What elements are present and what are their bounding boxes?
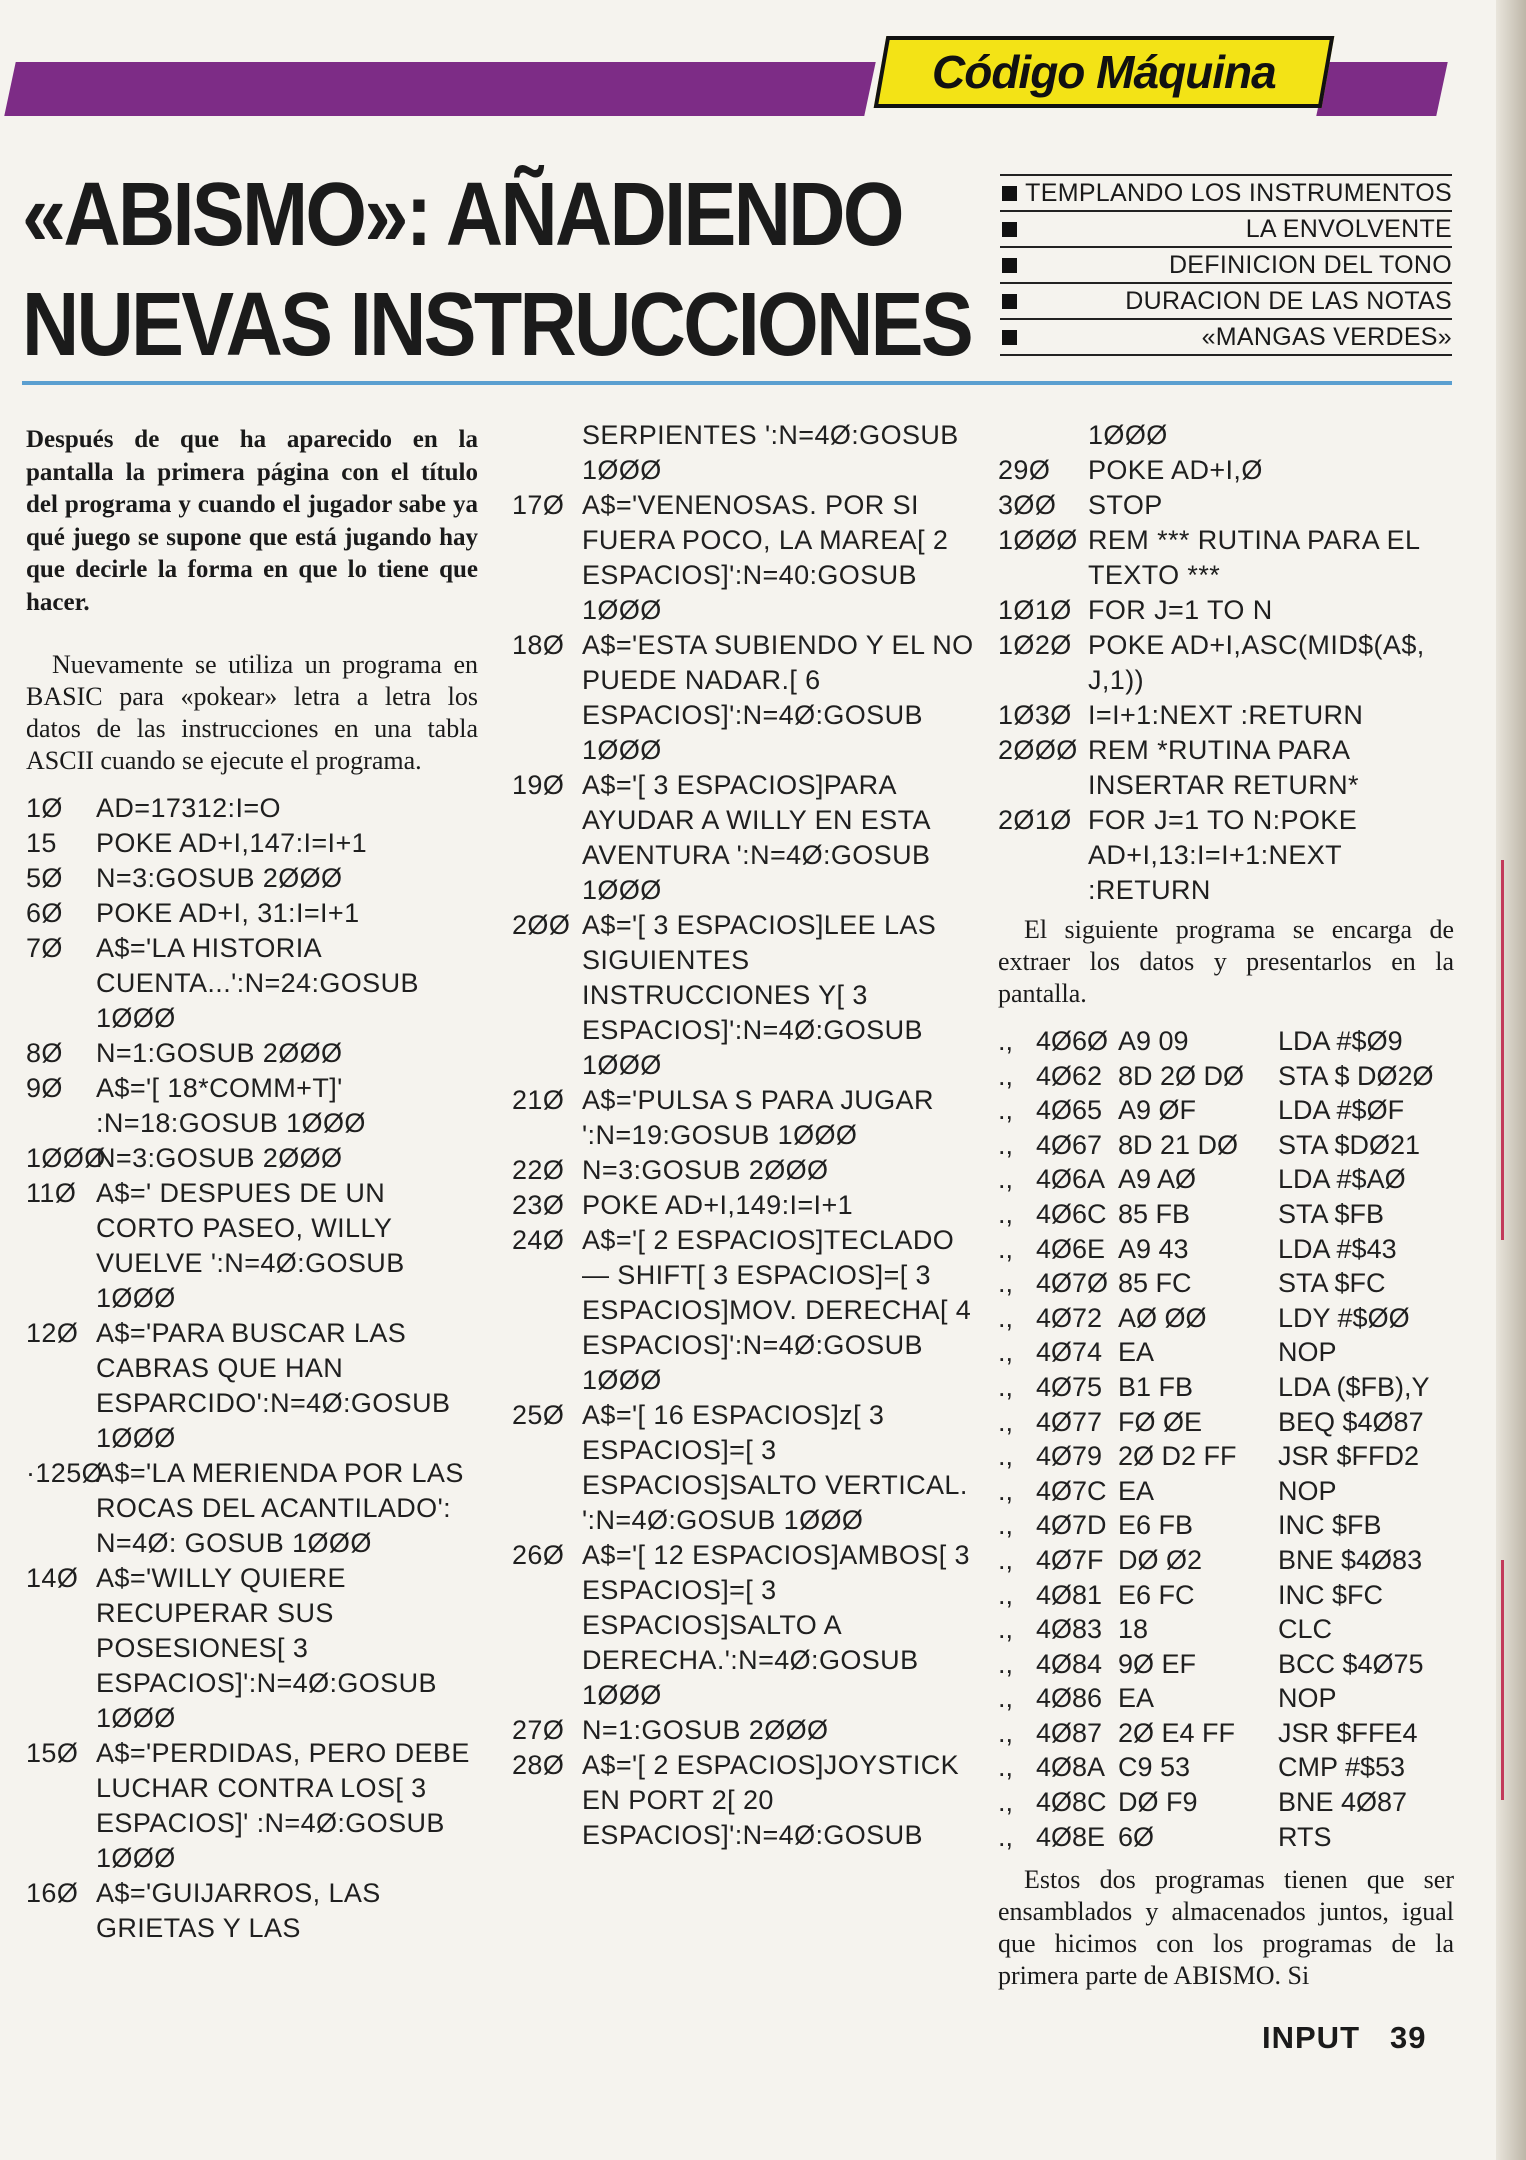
asm-prompt: ., — [998, 1717, 1014, 1748]
asm-instruction: BNE 4Ø87 — [1278, 1787, 1408, 1818]
asm-line — [998, 1578, 1454, 1613]
asm-address: 4Ø83 — [1036, 1614, 1103, 1645]
code-line — [998, 698, 1454, 733]
basic-listing — [998, 418, 1454, 908]
asm-bytes: EA — [1118, 1475, 1155, 1506]
code-text: A$='[ 2 ESPACIOS]JOYSTICK EN PORT 2[ 20 ESPACIOS]':N=4Ø:GOSUB — [582, 1750, 967, 1850]
line-number: 2ØØ — [512, 910, 571, 940]
code-line — [512, 1223, 980, 1398]
asm-instruction: CMP #$53 — [1278, 1752, 1406, 1783]
asm-instruction: NOP — [1278, 1475, 1337, 1506]
code-text: N=3:GOSUB 2ØØØ — [96, 1143, 343, 1173]
code-line — [512, 1153, 974, 1188]
asm-address: 4Ø67 — [1036, 1129, 1103, 1160]
code-text: A$='[ 3 ESPACIOS]PARA AYUDAR A WILLY EN ESTA AVENTURA ':N=4Ø:GOSUB 1ØØØ — [582, 770, 939, 905]
code-text: 1ØØØ — [1088, 420, 1168, 450]
asm-prompt: ., — [998, 1164, 1014, 1195]
topic-item — [1000, 212, 1452, 248]
asm-instruction: RTS — [1278, 1821, 1332, 1852]
asm-line — [998, 1474, 1454, 1509]
line-number: 1Ø3Ø — [998, 700, 1072, 730]
asm-instruction: CLC — [1278, 1614, 1333, 1645]
line-number: 12Ø — [26, 1318, 79, 1348]
asm-instruction: STA $ DØ2Ø — [1278, 1060, 1434, 1091]
code-line — [26, 826, 478, 861]
asm-line — [998, 1647, 1454, 1682]
asm-bytes: EA — [1118, 1683, 1155, 1714]
asm-bytes: A9 09 — [1118, 1026, 1189, 1056]
code-line — [512, 488, 974, 628]
asm-bytes: A9 AØ — [1118, 1164, 1197, 1195]
asm-address: 4Ø86 — [1036, 1683, 1103, 1714]
asm-line — [998, 1162, 1454, 1197]
topic-label: DURACION DE LAS NOTAS — [1125, 286, 1452, 315]
asm-bytes: C9 53 — [1118, 1752, 1191, 1783]
line-number: 15Ø — [26, 1738, 79, 1768]
topic-item — [1000, 284, 1452, 320]
line-number: 1Ø — [26, 793, 63, 823]
square-bullet-icon — [1002, 330, 1017, 345]
asm-bytes: 18 — [1118, 1614, 1149, 1645]
code-line — [998, 733, 1454, 803]
code-text: REM *** RUTINA PARA EL TEXTO *** — [1088, 525, 1427, 590]
asm-prompt: ., — [998, 1026, 1014, 1056]
code-text: A$='PULSA S PARA JUGAR ':N=19:GOSUB 1ØØØ — [582, 1085, 942, 1150]
asm-address: 4Ø72 — [1036, 1302, 1103, 1333]
line-number: 1ØØØ — [998, 525, 1078, 555]
asm-line — [998, 1059, 1454, 1094]
asm-address: 4Ø81 — [1036, 1579, 1103, 1610]
code-text: POKE AD+I,Ø — [1088, 455, 1263, 485]
topic-label: DEFINICION DEL TONO — [1168, 250, 1452, 279]
asm-instruction: BEQ $4Ø87 — [1278, 1406, 1424, 1437]
asm-instruction: LDA #$43 — [1278, 1233, 1397, 1264]
code-line — [998, 593, 1454, 628]
asm-bytes: AØ ØØ — [1118, 1302, 1207, 1333]
topic-item — [1000, 248, 1452, 284]
asm-address: 4Ø87 — [1036, 1717, 1103, 1748]
code-line — [26, 1141, 478, 1176]
code-text: SERPIENTES ':N=4Ø:GOSUB 1ØØØ — [582, 420, 967, 485]
asm-prompt: ., — [998, 1614, 1014, 1645]
asm-prompt: ., — [998, 1337, 1014, 1368]
asm-prompt: ., — [998, 1441, 1014, 1472]
code-line — [26, 1036, 478, 1071]
code-text: N=3:GOSUB 2ØØØ — [582, 1155, 829, 1185]
asm-address: 4Ø7C — [1036, 1475, 1107, 1506]
asm-bytes: DØ F9 — [1118, 1787, 1198, 1818]
asm-line — [998, 1197, 1454, 1232]
line-number — [998, 418, 1088, 453]
code-line — [998, 803, 1454, 908]
line-number: 22Ø — [512, 1155, 565, 1185]
column-1 — [26, 418, 478, 1946]
asm-prompt: ., — [998, 1406, 1014, 1437]
line-number: 29Ø — [998, 455, 1051, 485]
asm-address: 4Ø7Ø — [1036, 1268, 1109, 1299]
asm-bytes: 6Ø — [1118, 1821, 1155, 1852]
code-line — [512, 1188, 974, 1223]
asm-prompt: ., — [998, 1233, 1014, 1264]
asm-line — [998, 1681, 1454, 1716]
asm-instruction: LDA ($FB),Y — [1278, 1371, 1430, 1402]
line-number: 1ØØØ — [26, 1143, 106, 1173]
asm-line — [998, 1785, 1454, 1820]
asm-line — [998, 1716, 1454, 1751]
code-text: A$='WILLY QUIERE RECUPERAR SUS POSESIONES[ 3 ESPACIOS]':N=4Ø:GOSUB 1ØØØ — [96, 1563, 445, 1733]
asm-address: 4Ø8C — [1036, 1787, 1107, 1818]
asm-line — [998, 1820, 1454, 1855]
code-text: A$='PARA BUSCAR LAS CABRAS QUE HAN ESPARCIDO':N=4Ø:GOSUB 1ØØØ — [96, 1318, 459, 1453]
code-line — [512, 1398, 974, 1538]
asm-instruction: INC $FC — [1278, 1579, 1384, 1610]
code-text: A$='VENENOSAS. POR SI FUERA POCO, LA MAREA[ 2 ESPACIOS]':N=40:GOSUB 1ØØØ — [582, 490, 957, 625]
code-text: A$='LA HISTORIA CUENTA...':N=24:GOSUB 1ØØØ — [96, 933, 427, 1033]
code-line — [998, 453, 1454, 488]
code-text: A$='[ 18*COMM+T]' :N=18:GOSUB 1ØØØ — [96, 1073, 366, 1138]
code-line — [512, 1748, 974, 1853]
edge-mark — [1501, 1560, 1504, 1800]
asm-prompt: ., — [998, 1544, 1014, 1575]
basic-listing — [512, 418, 982, 1853]
body-paragraph: Nuevamente se utiliza un programa en BASIC para «pokear» letra a letra los datos de las instrucciones en una tabla ASCII cuando se ejecute el programa. — [26, 650, 478, 775]
asm-bytes: B1 FB — [1118, 1371, 1194, 1402]
asm-address: 4Ø8A — [1036, 1752, 1106, 1783]
code-line — [26, 1736, 478, 1876]
edge-mark — [1501, 860, 1504, 1240]
asm-prompt: ., — [998, 1060, 1014, 1091]
header-band-right — [1316, 62, 1447, 116]
code-text: POKE AD+I,ASC(MID$(A$, J,1)) — [1088, 630, 1433, 695]
asm-address: 4Ø7D — [1036, 1510, 1107, 1541]
asm-address: 4Ø75 — [1036, 1371, 1103, 1402]
code-line — [998, 523, 1454, 593]
asm-address: 4Ø77 — [1036, 1406, 1103, 1437]
asm-instruction: LDA #$ØF — [1278, 1095, 1405, 1126]
code-text: A$='[ 3 ESPACIOS]LEE LAS SIGUIENTES INSTRUCCIONES Y[ 3 ESPACIOS]':N=4Ø:GOSUB 1ØØØ — [582, 910, 945, 1080]
code-line — [26, 1876, 478, 1946]
topic-label: LA ENVOLVENTE — [1245, 214, 1452, 243]
asm-instruction: STA $DØ21 — [1278, 1129, 1421, 1160]
asm-instruction: JSR $FFD2 — [1278, 1441, 1420, 1472]
line-number: 17Ø — [512, 490, 565, 520]
asm-instruction: BNE $4Ø83 — [1278, 1544, 1423, 1575]
asm-instruction: STA $FC — [1278, 1268, 1386, 1299]
asm-line — [998, 1750, 1454, 1785]
column-3 — [998, 418, 1454, 2006]
asm-bytes: 85 FB — [1118, 1198, 1191, 1229]
asm-address: 4Ø62 — [1036, 1060, 1103, 1091]
code-line — [26, 931, 478, 1036]
asm-line — [998, 1370, 1454, 1405]
topic-item — [1000, 320, 1452, 356]
asm-bytes: DØ Ø2 — [1118, 1544, 1203, 1575]
code-text: I=I+1:NEXT :RETURN — [1088, 700, 1364, 730]
line-number: 16Ø — [26, 1878, 79, 1908]
asm-line — [998, 1232, 1454, 1267]
code-line — [26, 791, 478, 826]
code-line — [512, 418, 974, 488]
line-number: 1Ø1Ø — [998, 595, 1072, 625]
line-number: 1Ø2Ø — [998, 630, 1072, 660]
header-band-left — [4, 62, 875, 116]
asm-prompt: ., — [998, 1787, 1014, 1818]
code-text: FOR J=1 TO N:POKE AD+I,13:I=I+1:NEXT :RETURN — [1088, 805, 1364, 905]
asm-bytes: A9 ØF — [1118, 1095, 1197, 1126]
code-line — [512, 1083, 974, 1153]
line-number: 3ØØ — [998, 490, 1057, 520]
line-number: 19Ø — [512, 770, 565, 800]
asm-prompt: ., — [998, 1648, 1014, 1679]
asm-address: 4Ø6Ø — [1036, 1026, 1109, 1056]
asm-instruction: STA $FB — [1278, 1198, 1385, 1229]
code-line — [998, 488, 1454, 523]
assembly-listing — [998, 1024, 1454, 1854]
line-number: 28Ø — [512, 1750, 565, 1780]
code-text: STOP — [1088, 490, 1163, 520]
asm-bytes: E6 FC — [1118, 1579, 1195, 1610]
asm-bytes: 9Ø EF — [1118, 1648, 1197, 1679]
title-rule — [22, 381, 1452, 385]
line-number: 5Ø — [26, 863, 63, 893]
asm-line — [998, 1612, 1454, 1647]
line-number: 27Ø — [512, 1715, 565, 1745]
asm-address: 4Ø74 — [1036, 1337, 1103, 1368]
line-number: ·125Ø — [26, 1458, 104, 1488]
body-paragraph: Estos dos programas tienen que ser ensamblados y almacenados juntos, igual que hicimos con los programas de la primera parte de ABISMO. Si — [998, 1865, 1454, 1991]
magazine-name: INPUT — [1262, 2020, 1360, 2055]
asm-prompt: ., — [998, 1129, 1014, 1160]
line-number: 26Ø — [512, 1540, 565, 1570]
asm-address: 4Ø65 — [1036, 1095, 1103, 1126]
asm-instruction: LDA #$AØ — [1278, 1164, 1406, 1195]
code-line — [512, 1538, 978, 1713]
code-line — [26, 1561, 478, 1736]
code-line — [26, 1316, 478, 1456]
line-number: 9Ø — [26, 1073, 63, 1103]
code-text: A$='ESTA SUBIENDO Y EL NO PUEDE NADAR.[ 6 ESPACIOS]':N=4Ø:GOSUB 1ØØØ — [582, 630, 982, 765]
topics-list — [1000, 174, 1452, 356]
title-line: NUEVAS INSTRUCCIONES — [22, 275, 972, 375]
asm-line — [998, 1024, 1454, 1059]
asm-instruction: NOP — [1278, 1337, 1337, 1368]
line-number: 2ØØØ — [998, 735, 1078, 765]
square-bullet-icon — [1002, 222, 1017, 237]
code-text: N=1:GOSUB 2ØØØ — [96, 1038, 343, 1068]
code-text: A$='[ 12 ESPACIOS]AMBOS[ 3 ESPACIOS]=[ 3 ESPACIOS]SALTO A DERECHA.':N=4Ø:GOSUB 1ØØØ — [582, 1540, 978, 1710]
article-title — [22, 160, 972, 380]
asm-prompt: ., — [998, 1683, 1014, 1714]
asm-bytes: FØ ØE — [1118, 1406, 1203, 1437]
section-label: Código Máquina — [932, 46, 1276, 98]
code-line — [512, 908, 974, 1083]
asm-address: 4Ø8E — [1036, 1821, 1106, 1852]
line-number: 25Ø — [512, 1400, 565, 1430]
asm-line — [998, 1439, 1454, 1474]
asm-prompt: ., — [998, 1579, 1014, 1610]
asm-line — [998, 1543, 1454, 1578]
code-text: A$='GUIJARROS, LAS GRIETAS Y LAS — [96, 1878, 389, 1943]
asm-address: 4Ø84 — [1036, 1648, 1103, 1679]
line-number: 6Ø — [26, 898, 63, 928]
asm-line — [998, 1508, 1454, 1543]
code-text: A$='LA MERIENDA POR LAS ROCAS DEL ACANTILADO': N=4Ø: GOSUB 1ØØØ — [96, 1458, 472, 1558]
asm-instruction: BCC $4Ø75 — [1278, 1648, 1424, 1679]
title-line: «ABISMO»: AÑADIENDO — [22, 165, 902, 265]
code-line — [998, 418, 1454, 453]
asm-bytes: A9 43 — [1118, 1233, 1189, 1264]
topic-label: TEMPLANDO LOS INSTRUMENTOS — [1025, 178, 1452, 207]
code-text: FOR J=1 TO N — [1088, 595, 1273, 625]
square-bullet-icon — [1002, 294, 1017, 309]
code-text: REM *RUTINA PARA INSERTAR RETURN* — [1088, 735, 1359, 800]
asm-bytes: EA — [1118, 1337, 1155, 1368]
section-tag — [874, 36, 1335, 108]
asm-instruction: LDY #$ØØ — [1278, 1302, 1410, 1333]
line-number: 23Ø — [512, 1190, 565, 1220]
line-number: 8Ø — [26, 1038, 63, 1068]
line-number: 21Ø — [512, 1085, 565, 1115]
asm-prompt: ., — [998, 1095, 1014, 1126]
code-line — [26, 1456, 478, 1561]
asm-address: 4Ø7F — [1036, 1544, 1104, 1575]
asm-bytes: 85 FC — [1118, 1268, 1192, 1299]
code-text: A$=' DESPUES DE UN CORTO PASEO, WILLY VUELVE ':N=4Ø:GOSUB 1ØØØ — [96, 1178, 413, 1313]
code-text: POKE AD+I,149:I=I+1 — [582, 1190, 854, 1220]
asm-bytes: 8D 21 DØ — [1118, 1129, 1239, 1160]
code-line — [998, 628, 1454, 698]
asm-line — [998, 1093, 1454, 1128]
page-number: 39 — [1390, 2020, 1427, 2055]
asm-line — [998, 1128, 1454, 1163]
code-text: A$='PERDIDAS, PERO DEBE LUCHAR CONTRA LOS[ 3 ESPACIOS]' :N=4Ø:GOSUB 1ØØØ — [96, 1738, 478, 1873]
code-text: A$='[ 2 ESPACIOS]TECLADO — SHIFT[ 3 ESPACIOS]=[ 3 ESPACIOS]MOV. DERECHA[ 4 ESPACIOS]':N=4Ø:GOSUB 1ØØØ — [582, 1225, 980, 1395]
line-number: 18Ø — [512, 630, 565, 660]
asm-address: 4Ø6C — [1036, 1198, 1107, 1229]
topic-label: «MANGAS VERDES» — [1201, 322, 1452, 351]
asm-prompt: ., — [998, 1510, 1014, 1541]
asm-prompt: ., — [998, 1475, 1014, 1506]
code-line — [512, 1713, 974, 1748]
asm-prompt: ., — [998, 1302, 1014, 1333]
asm-prompt: ., — [998, 1821, 1014, 1852]
asm-bytes: 2Ø D2 FF — [1118, 1441, 1237, 1472]
code-line — [26, 861, 478, 896]
code-line — [26, 896, 478, 931]
asm-line — [998, 1266, 1454, 1301]
code-text: POKE AD+I,147:I=I+1 — [96, 828, 368, 858]
basic-listing — [26, 791, 478, 1946]
asm-prompt: ., — [998, 1198, 1014, 1229]
asm-address: 4Ø6E — [1036, 1233, 1106, 1264]
column-2 — [512, 418, 982, 1853]
square-bullet-icon — [1002, 186, 1017, 201]
line-number: 24Ø — [512, 1225, 565, 1255]
asm-bytes: E6 FB — [1118, 1510, 1194, 1541]
line-number: 7Ø — [26, 933, 63, 963]
asm-prompt: ., — [998, 1752, 1014, 1783]
line-number: 15 — [26, 828, 57, 858]
asm-address: 4Ø6A — [1036, 1164, 1106, 1195]
code-line — [512, 628, 982, 768]
asm-address: 4Ø79 — [1036, 1441, 1103, 1472]
line-number: 11Ø — [26, 1178, 77, 1208]
asm-instruction: NOP — [1278, 1683, 1337, 1714]
body-paragraph: El siguiente programa se encarga de extraer los datos y presentarlos en la pantalla. — [998, 915, 1454, 1008]
page-footer — [1262, 2020, 1426, 2056]
asm-instruction: LDA #$Ø9 — [1278, 1026, 1403, 1056]
line-number: 2Ø1Ø — [998, 805, 1072, 835]
line-number: 14Ø — [26, 1563, 79, 1593]
asm-prompt: ., — [998, 1268, 1014, 1299]
line-number — [512, 418, 582, 488]
asm-line — [998, 1335, 1454, 1370]
code-text: AD=17312:I=O — [96, 793, 281, 823]
code-text: N=3:GOSUB 2ØØØ — [96, 863, 343, 893]
asm-line — [998, 1405, 1454, 1440]
code-text: POKE AD+I, 31:I=I+1 — [96, 898, 360, 928]
asm-instruction: INC $FB — [1278, 1510, 1382, 1541]
asm-prompt: ., — [998, 1371, 1014, 1402]
asm-instruction: JSR $FFE4 — [1278, 1717, 1418, 1748]
code-text: A$='[ 16 ESPACIOS]z[ 3 ESPACIOS]=[ 3 ESPACIOS]SALTO VERTICAL. ':N=4Ø:GOSUB 1ØØØ — [582, 1400, 976, 1535]
code-text: N=1:GOSUB 2ØØØ — [582, 1715, 829, 1745]
square-bullet-icon — [1002, 258, 1017, 273]
asm-bytes: 2Ø E4 FF — [1118, 1717, 1236, 1748]
topic-item — [1000, 174, 1452, 212]
asm-bytes: 8D 2Ø DØ — [1118, 1060, 1245, 1091]
code-line — [26, 1176, 478, 1316]
intro-paragraph: Después de que ha aparecido en la pantalla la primera página con el título del programa y cuando el jugador sabe ya qué juego se supone que está jugando hay que decirle la forma en que lo tiene que hacer. — [26, 426, 478, 616]
code-line — [26, 1071, 478, 1141]
code-line — [512, 768, 974, 908]
asm-line — [998, 1301, 1454, 1336]
